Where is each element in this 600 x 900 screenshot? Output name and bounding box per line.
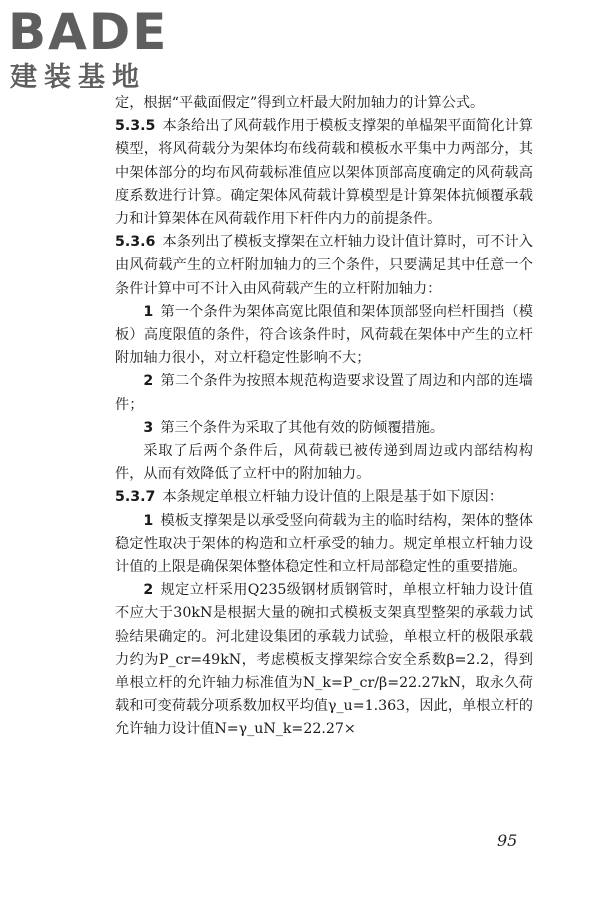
section-5-3-6 xyxy=(115,231,533,301)
section-number: 5.3.5 xyxy=(115,118,156,135)
section-number: 5.3.6 xyxy=(115,234,156,251)
list-item xyxy=(115,579,533,741)
item-number: 2 xyxy=(143,373,154,390)
item-number: 1 xyxy=(143,303,154,320)
item-text: 规定立杆采用Q235级钢材质钢管时，单根立杆轴力设计值不应大于30kN是根据大量的碗扣式模板支架真型整架的承载力试验结果确定的。河北建设集团的承载力试验，单根立杆的极限承载力约为P_cr=49kN，考虑模板支撑架综合安全系数β=2.2，得到单根立杆的允许轴力标准值为N_k=P_cr/β=22.27kN，取永久荷载和可变荷载分项系数加权平均值γ_u=1.363，因此，单根立杆的允许轴力设计值N=γ_uN_k=22.27× xyxy=(115,582,533,738)
logo-subtitle: 建装基地 xyxy=(10,62,146,93)
item-number: 2 xyxy=(143,582,154,599)
item-text: 第三个条件为采取了其他有效的防倾覆措施。 xyxy=(160,419,445,436)
paragraph-continuation: 定，根据“平截面假定”得到立杆最大附加轴力的计算公式。 xyxy=(115,95,485,111)
list-item xyxy=(115,510,533,580)
bade-logo xyxy=(8,4,183,96)
section-text: 本条规定单根立杆轴力设计值的上限是基于如下原因： xyxy=(162,489,504,506)
list-item xyxy=(115,417,533,440)
section-5-3-5 xyxy=(115,115,533,231)
list-item xyxy=(115,301,533,371)
list-item xyxy=(115,370,533,416)
section-text: 本条列出了模板支撑架在立杆轴力设计值计算时，可不计入由风荷载产生的立杆附加轴力的三个条件，只要满足其中任意一个条件计算中可不计入由风荷载产生的立杆附加轴力： xyxy=(115,234,533,297)
item-number: 1 xyxy=(143,512,154,529)
item-text: 第二个条件为按照本规范构造要求设置了周边和内部的连墙件； xyxy=(115,373,533,413)
section-number: 5.3.7 xyxy=(115,489,156,506)
page-body xyxy=(115,92,533,742)
page-number: 95 xyxy=(497,831,518,850)
item-number: 3 xyxy=(143,419,154,436)
paragraph: 采取了后两个条件后，风荷载已被传递到周边或内部结构构件，从而有效降低了立杆中的附加轴力。 xyxy=(115,443,533,483)
logo-wordmark: BADE xyxy=(8,3,169,61)
item-text: 模板支撑架是以承受竖向荷载为主的临时结构，架体的整体稳定性取决于架体的构造和立杆承受的轴力。规定单根立杆轴力设计值的上限是确保架体整体稳定性和立杆局部稳定性的重要措施。 xyxy=(115,512,533,576)
section-5-3-7 xyxy=(115,486,533,509)
section-text: 本条给出了风荷载作用于模板支撑架的单榀架平面简化计算模型，将风荷载分为架体均布线荷载和模板水平集中力两部分，其中架体部分的均布风荷载标准值应以架体顶部高度确定的风荷载高度系数进行计算。确定架体风荷载计算模型是计算架体抗倾覆承载力和计算架体在风荷载作用下杆件内力的前提条件。 xyxy=(115,118,533,228)
item-text: 第一个条件为架体高宽比限值和架体顶部竖向栏杆围挡（模板）高度限值的条件，符合该条件时，风荷载在架体中产生的立杆附加轴力很小，对立杆稳定性影响不大； xyxy=(115,303,533,367)
